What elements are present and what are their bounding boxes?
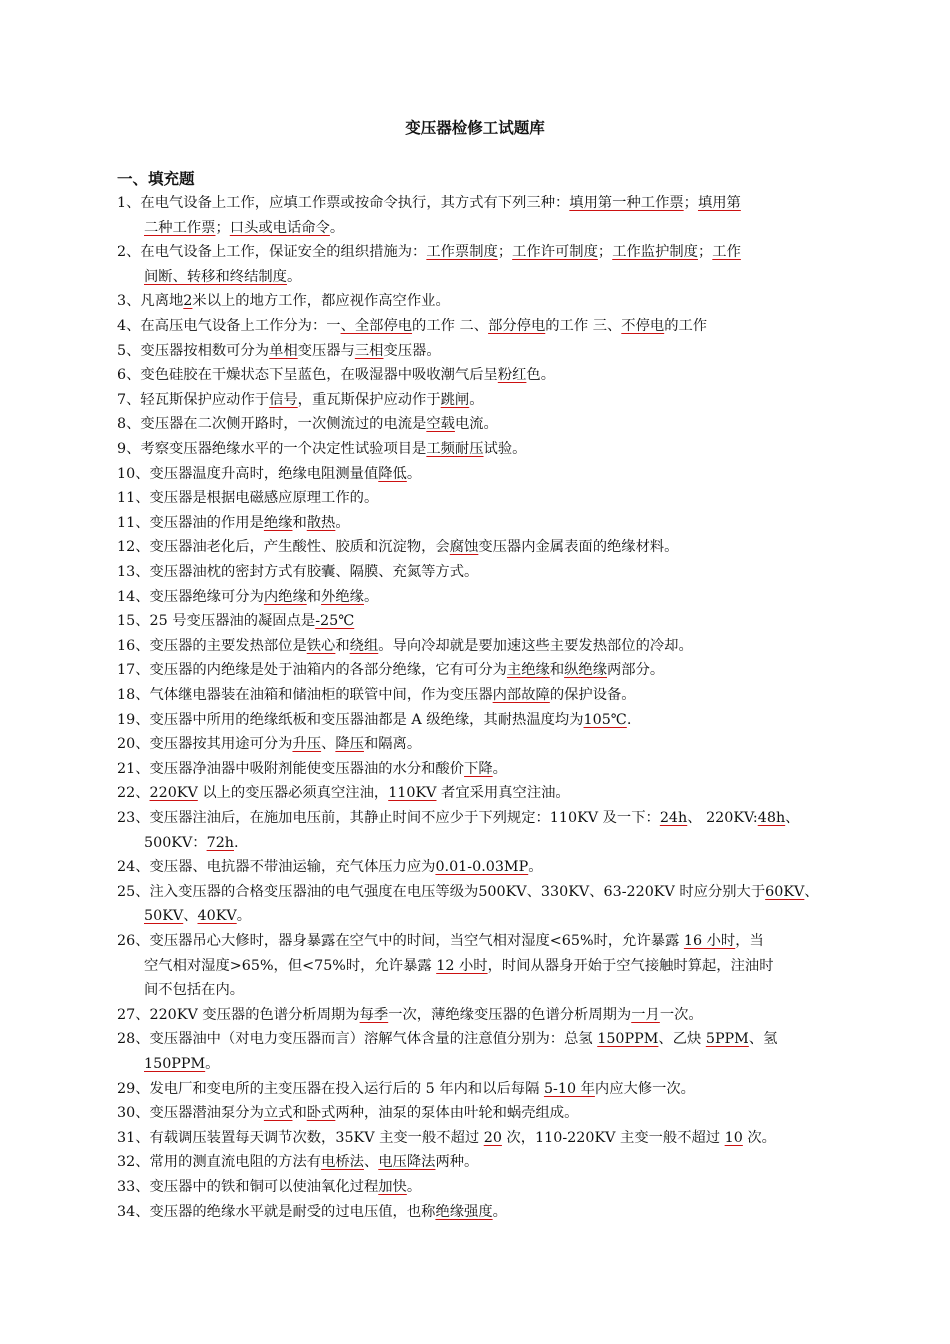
question-text: 一次。 bbox=[659, 1006, 703, 1023]
question-text: 。 bbox=[236, 908, 251, 925]
question-text: 。 bbox=[492, 760, 507, 777]
answer-blank: 12 小时 bbox=[436, 957, 488, 974]
question-text: 、氢 bbox=[748, 1031, 778, 1048]
question-item bbox=[117, 240, 852, 289]
question-item bbox=[117, 363, 852, 388]
answer-blank: 72h bbox=[206, 834, 234, 851]
question-text: ； bbox=[683, 195, 698, 211]
answer-blank: 一月 bbox=[631, 1006, 660, 1023]
question-item bbox=[117, 1101, 852, 1126]
answer-blank: 卧式 bbox=[306, 1105, 336, 1122]
question-text: 。 bbox=[335, 514, 350, 531]
answer-blank: 20 bbox=[483, 1129, 502, 1146]
question-text: 500KV： bbox=[144, 834, 207, 851]
question-text: ； bbox=[697, 244, 713, 261]
question-item bbox=[117, 1027, 852, 1076]
question-text: . bbox=[234, 834, 239, 851]
question-item bbox=[117, 732, 852, 757]
question-text: 两种。 bbox=[435, 1154, 479, 1171]
question-text: 3、凡离地 bbox=[117, 293, 184, 310]
answer-blank: 、全部停电 bbox=[340, 318, 413, 334]
question-item bbox=[117, 560, 852, 585]
question-text: 16、变压器的主要发热部位是 bbox=[117, 637, 307, 654]
question-item bbox=[117, 855, 852, 880]
answer-blank: 工作票制度 bbox=[426, 244, 498, 261]
question-item bbox=[117, 658, 852, 683]
question-text: 以上的变压器必须真空注油， bbox=[197, 785, 389, 802]
answer-blank: 2 bbox=[183, 293, 193, 310]
question-line bbox=[117, 884, 819, 900]
question-text: 、 bbox=[785, 810, 800, 826]
question-item bbox=[117, 929, 852, 1003]
answer-blank: 220KV bbox=[149, 785, 198, 802]
answer-blank: 升压 bbox=[292, 736, 322, 753]
question-text: 变压器与 bbox=[297, 342, 355, 359]
question-line bbox=[117, 712, 631, 728]
question-text: ，重瓦斯保护应动作于 bbox=[297, 391, 441, 408]
question-text: 20、变压器按其用途可分为 bbox=[117, 736, 293, 753]
answer-blank: 10 bbox=[724, 1129, 743, 1146]
question-text: 色。 bbox=[526, 367, 555, 384]
answer-blank: 外绝缘 bbox=[321, 588, 364, 605]
question-text: 33、变压器中的铁和铜可以使油氧化过程 bbox=[117, 1179, 379, 1195]
answer-blank: 腐蚀 bbox=[449, 539, 479, 556]
question-line bbox=[117, 1204, 507, 1220]
question-item bbox=[117, 757, 852, 782]
question-text: 和 bbox=[306, 588, 322, 605]
answer-blank: 填用第 bbox=[697, 195, 741, 211]
question-text: 。 bbox=[406, 1179, 422, 1195]
question-line bbox=[117, 343, 441, 359]
question-text: 17、变压器的内绝缘是处于油箱内的各部分绝缘，它有可分为 bbox=[117, 662, 507, 679]
question-item bbox=[117, 880, 852, 929]
answer-blank: 铁心 bbox=[306, 637, 336, 654]
answer-blank: 主绝缘 bbox=[506, 662, 550, 679]
question-text: 10、变压器温度升高时，绝缘电阻测量值 bbox=[117, 465, 379, 482]
question-text: 的工作 bbox=[664, 318, 708, 334]
question-line bbox=[117, 736, 421, 752]
question-line bbox=[117, 515, 350, 531]
question-text: 。 bbox=[329, 219, 345, 236]
question-line bbox=[117, 392, 484, 408]
question-item bbox=[117, 486, 852, 511]
question-text: 试验。 bbox=[483, 441, 527, 457]
question-text: ； bbox=[597, 244, 613, 261]
answer-blank: 24h bbox=[659, 810, 688, 826]
question-text: 的工作 二、 bbox=[412, 318, 489, 334]
question-text: 12、变压器油老化后，产生酸性、胶质和沉淀物，会 bbox=[117, 539, 450, 556]
question-text: 米以上的地方工作，都应视作高空作业。 bbox=[192, 293, 450, 310]
answer-blank: 0.01-0.03MP bbox=[435, 859, 529, 876]
question-item bbox=[117, 1003, 852, 1028]
question-line bbox=[117, 1179, 421, 1195]
question-text: 14、变压器绝缘可分为 bbox=[117, 588, 264, 605]
question-line bbox=[117, 1130, 776, 1146]
question-line bbox=[117, 1154, 478, 1170]
question-line bbox=[117, 441, 526, 457]
question-text: 和 bbox=[292, 514, 307, 531]
answer-blank: 散热 bbox=[306, 514, 336, 531]
question-text: 、 bbox=[363, 1154, 379, 1171]
question-line bbox=[117, 490, 378, 506]
question-line bbox=[117, 638, 693, 654]
answer-blank: 工作许可制度 bbox=[512, 244, 598, 261]
question-text: 的工作 三、 bbox=[545, 318, 622, 334]
answer-blank: 空载 bbox=[426, 416, 455, 433]
question-item bbox=[117, 781, 852, 806]
answer-blank: 粉红 bbox=[497, 367, 527, 384]
question-line bbox=[117, 466, 421, 482]
question-line bbox=[117, 1081, 695, 1097]
question-text: 24、变压器、电抗器不带油运输，充气体压力应为 bbox=[117, 859, 436, 876]
answer-blank: 三相 bbox=[354, 342, 384, 359]
question-text: ，时间从器身开始于空气接触时算起，注油时 bbox=[487, 957, 774, 974]
question-item bbox=[117, 683, 852, 708]
answer-blank: 加快 bbox=[378, 1179, 407, 1195]
question-line bbox=[117, 687, 636, 703]
question-item bbox=[117, 462, 852, 487]
answer-blank: 不停电 bbox=[621, 318, 665, 334]
question-item bbox=[117, 437, 852, 462]
question-text: 。 bbox=[406, 465, 422, 482]
question-text: ，当 bbox=[735, 933, 764, 949]
answer-blank: 下降 bbox=[464, 760, 493, 777]
question-text: 31、有载调压装置每天调节次数，35KV 主变一般不超过 bbox=[117, 1129, 484, 1146]
answer-blank: 间断、转移和终结制度 bbox=[144, 268, 287, 285]
question-text: 和隔离。 bbox=[363, 736, 422, 753]
answer-blank: 降低 bbox=[378, 465, 407, 482]
answer-blank: 工作 bbox=[712, 244, 741, 261]
question-text: 空气相对湿度>65%，但<75%时，允许暴露 bbox=[144, 957, 437, 974]
question-text: 和 bbox=[335, 637, 350, 654]
question-item bbox=[117, 585, 852, 610]
answer-blank: 5-10 年 bbox=[543, 1080, 595, 1097]
answer-blank: 150PPM bbox=[597, 1031, 659, 1048]
question-text: 、 bbox=[321, 736, 336, 753]
question-item bbox=[117, 412, 852, 437]
question-item bbox=[117, 289, 852, 314]
question-item bbox=[117, 1077, 852, 1102]
question-text: 、 bbox=[804, 883, 819, 900]
answer-blank: 二种工作票 bbox=[144, 219, 216, 236]
answer-blank: 60KV bbox=[765, 883, 805, 900]
question-text: 的保护设备。 bbox=[549, 687, 636, 703]
question-line bbox=[117, 859, 543, 875]
question-item bbox=[117, 634, 852, 659]
question-text: 27、220KV 变压器的色谱分析周期为 bbox=[117, 1006, 360, 1023]
question-line bbox=[117, 810, 799, 826]
question-item bbox=[117, 535, 852, 560]
question-text: 内应大修一次。 bbox=[594, 1080, 695, 1097]
answer-blank: 部分停电 bbox=[488, 318, 546, 334]
question-line bbox=[117, 589, 378, 605]
question-text: 。导向冷却就是要加速这些主要发热部位的冷却。 bbox=[378, 637, 693, 654]
answer-blank: 纵绝缘 bbox=[564, 662, 607, 679]
question-text: 34、变压器的绝缘水平就是耐受的过电压值，也称 bbox=[117, 1203, 436, 1220]
question-text: 、 220KV: bbox=[687, 810, 758, 826]
answer-blank: 电压降法 bbox=[378, 1154, 436, 1171]
question-line bbox=[117, 244, 741, 260]
question-text: 21、变压器净油器中吸附剂能使变压器油的水分和酸价 bbox=[117, 760, 465, 777]
section-title: 一、填充题 bbox=[117, 170, 195, 188]
question-text: 和 bbox=[549, 662, 565, 679]
question-continuation-line bbox=[117, 216, 852, 241]
answer-blank: 50KV bbox=[144, 908, 184, 925]
question-text: 变压器内金属表面的绝缘材料。 bbox=[478, 539, 679, 556]
document-title: 变压器检修工试题库 bbox=[405, 119, 545, 137]
answer-blank: 内部故障 bbox=[492, 687, 550, 703]
question-item bbox=[117, 314, 852, 339]
question-line bbox=[117, 613, 354, 629]
answer-blank: 口头或电话命令 bbox=[229, 219, 330, 236]
question-text: 19、变压器中所用的绝缘纸板和变压器油都是 A 级绝缘，其耐热温度均为 bbox=[117, 711, 584, 728]
answer-blank: 降压 bbox=[335, 736, 364, 753]
question-text: 者宜采用真空注油。 bbox=[436, 785, 570, 802]
question-text: 两种，油泵的泵体由叶轮和蜗壳组成。 bbox=[335, 1105, 579, 1122]
question-text: 13、变压器油枕的密封方式有胶囊、隔膜、充氮等方式。 bbox=[117, 564, 479, 580]
question-text: ； bbox=[497, 244, 513, 261]
question-item bbox=[117, 1126, 852, 1151]
answer-blank: 每季 bbox=[359, 1006, 389, 1023]
question-line bbox=[117, 367, 555, 383]
answer-blank: 150PPM bbox=[144, 1055, 206, 1072]
question-text: 次，110-220KV 主变一般不超过 bbox=[501, 1129, 725, 1146]
question-text: 32、常用的测直流电阻的方法有 bbox=[117, 1154, 322, 1171]
question-item bbox=[117, 388, 852, 413]
question-text: 6、变色硅胶在干燥状态下呈蓝色，在吸湿器中吸收潮气后呈 bbox=[117, 367, 498, 384]
question-text: 变压器。 bbox=[383, 342, 441, 359]
question-line bbox=[117, 416, 498, 432]
question-item bbox=[117, 806, 852, 855]
answer-blank: 5PPM bbox=[705, 1031, 749, 1048]
question-text: 15、25 号变压器油的凝固点是 bbox=[117, 613, 316, 630]
answer-blank: 单相 bbox=[269, 342, 298, 359]
question-continuation-line bbox=[117, 978, 852, 1003]
question-item bbox=[117, 1200, 852, 1225]
answer-blank: 绝缘 bbox=[263, 514, 293, 531]
question-continuation-line bbox=[117, 831, 852, 856]
question-text: 和 bbox=[292, 1105, 307, 1122]
question-text: 、乙炔 bbox=[658, 1031, 706, 1048]
question-item bbox=[117, 1150, 852, 1175]
question-text: 一次，薄绝缘变压器的色谱分析周期为 bbox=[388, 1006, 632, 1023]
question-text: 。 bbox=[469, 391, 484, 408]
question-item bbox=[117, 511, 852, 536]
question-line bbox=[117, 933, 764, 949]
question-text: 、 bbox=[183, 908, 198, 925]
question-text: 两部分。 bbox=[607, 662, 665, 679]
question-text: 1、在电气设备上工作，应填工作票或按命令执行，其方式有下列三种： bbox=[117, 195, 570, 211]
question-line bbox=[117, 1031, 777, 1047]
answer-blank: -25℃ bbox=[315, 613, 355, 630]
question-text: 7、轻瓦斯保护应动作于 bbox=[117, 391, 270, 408]
question-continuation-line bbox=[117, 265, 852, 290]
question-text: 4、在高压电气设备上工作分为：一 bbox=[117, 318, 341, 334]
question-text: 电流。 bbox=[454, 416, 498, 433]
answer-blank: 内绝缘 bbox=[263, 588, 307, 605]
question-text: 次。 bbox=[742, 1129, 776, 1146]
question-text: 23、变压器注油后，在施加电压前，其静止时间不应少于下列规定：110KV 及一下： bbox=[117, 810, 660, 826]
question-text: 30、变压器潜油泵分为 bbox=[117, 1105, 264, 1122]
question-text: 29、发电厂和变电所的主变压器在投入运行后的 5 年内和以后每隔 bbox=[117, 1080, 544, 1097]
question-item bbox=[117, 1175, 852, 1200]
question-text: 。 bbox=[363, 588, 379, 605]
question-text: 18、气体继电器装在油箱和储油柜的联管中间，作为变压器 bbox=[117, 687, 493, 703]
question-item bbox=[117, 708, 852, 733]
question-line bbox=[117, 564, 478, 580]
answer-blank: 48h bbox=[757, 810, 786, 826]
question-text: ； bbox=[215, 219, 230, 236]
question-continuation-line bbox=[117, 904, 852, 929]
question-text: 25、注入变压器的合格变压器油的电气强度在电压等级为500KV、330KV、63-220KV 时应分别大于 bbox=[117, 883, 766, 900]
question-text: 28、变压器油中（对电力变压器而言）溶解气体含量的注意值分别为：总氢 bbox=[117, 1031, 598, 1048]
question-line bbox=[117, 195, 741, 211]
answer-blank: 105℃ bbox=[583, 711, 627, 728]
question-line bbox=[117, 293, 450, 309]
question-item bbox=[117, 609, 852, 634]
question-line bbox=[117, 761, 507, 777]
question-text: 2、在电气设备上工作，保证安全的组织措施为： bbox=[117, 244, 427, 261]
question-text: 间不包括在内。 bbox=[144, 982, 245, 999]
answer-blank: 跳闸 bbox=[440, 391, 470, 408]
question-text: 8、变压器在二次侧开路时，一次侧流过的电流是 bbox=[117, 416, 427, 433]
question-line bbox=[117, 1105, 578, 1121]
answer-blank: 信号 bbox=[269, 391, 298, 408]
question-continuation-line bbox=[117, 954, 852, 979]
question-text: 。 bbox=[492, 1203, 507, 1220]
question-line bbox=[117, 318, 707, 334]
answer-blank: 工频耐压 bbox=[426, 441, 484, 457]
question-text: . bbox=[626, 711, 632, 728]
answer-blank: 16 小时 bbox=[683, 933, 736, 949]
question-text: 11、变压器油的作用是 bbox=[117, 514, 264, 531]
answer-blank: 填用第一种工作票 bbox=[569, 195, 684, 211]
question-text: 。 bbox=[528, 859, 543, 876]
answer-blank: 绕组 bbox=[349, 637, 379, 654]
question-text: 22、 bbox=[117, 785, 150, 802]
question-line bbox=[117, 785, 570, 801]
answer-blank: 40KV bbox=[197, 908, 237, 925]
question-text: 9、考察变压器绝缘水平的一个决定性试验项目是 bbox=[117, 441, 427, 457]
question-item bbox=[117, 191, 852, 240]
answer-blank: 立式 bbox=[263, 1105, 293, 1122]
question-line bbox=[117, 539, 678, 555]
question-continuation-line bbox=[117, 1052, 852, 1077]
question-text: 。 bbox=[286, 268, 302, 285]
question-text: 11、变压器是根据电磁感应原理工作的。 bbox=[117, 490, 379, 507]
question-item bbox=[117, 339, 852, 364]
answer-blank: 工作监护制度 bbox=[612, 244, 698, 261]
question-text: 5、变压器按相数可分为 bbox=[117, 342, 270, 359]
question-text: 26、变压器吊心大修时，器身暴露在空气中的时间，当空气相对湿度<65%时，允许暴露 bbox=[117, 933, 684, 949]
question-text: 。 bbox=[205, 1055, 220, 1072]
answer-blank: 电桥法 bbox=[321, 1154, 364, 1171]
answer-blank: 110KV bbox=[388, 785, 437, 802]
question-line bbox=[117, 1007, 703, 1023]
question-line bbox=[117, 662, 664, 678]
answer-blank: 绝缘强度 bbox=[435, 1203, 493, 1220]
